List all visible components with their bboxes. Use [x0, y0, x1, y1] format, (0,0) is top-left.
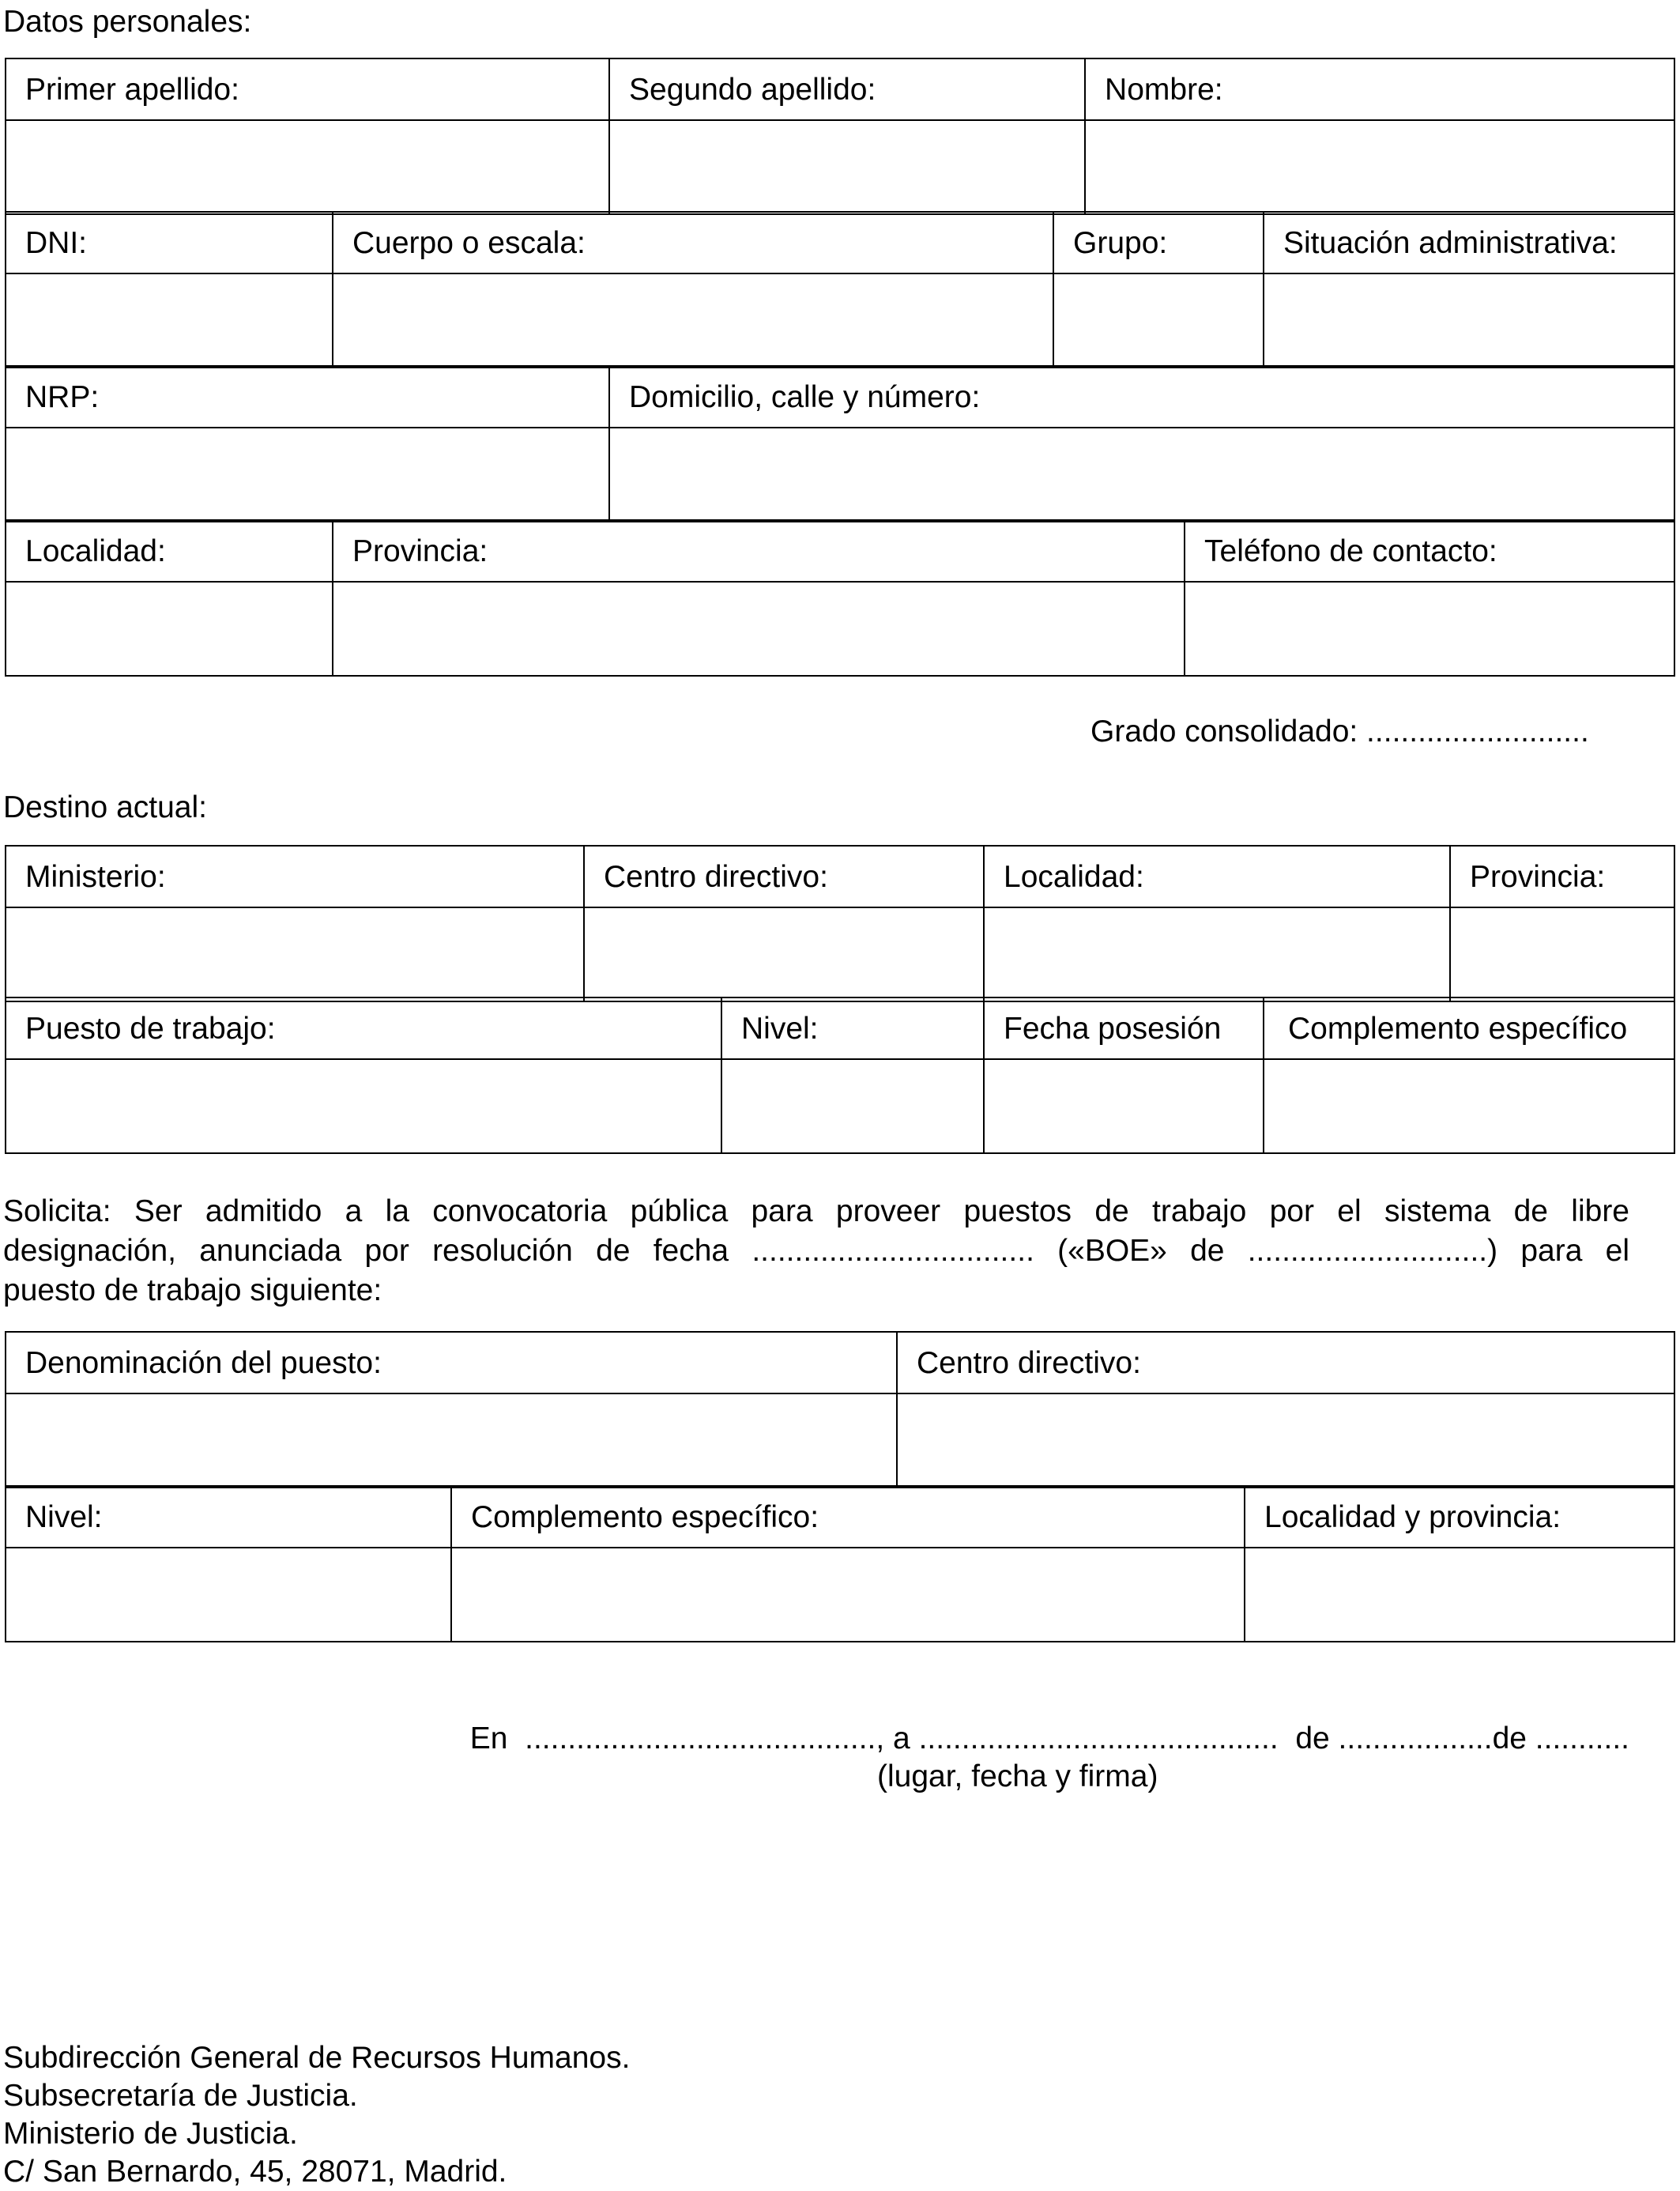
datos-personales-table-3: [5, 365, 1675, 522]
puesto-solicitado-table-2: [5, 1485, 1675, 1642]
destino-actual-table: [5, 845, 1675, 1002]
label-cuerpo-escala: Cuerpo o escala:: [333, 212, 1053, 273]
label-nivel-destino: Nivel:: [721, 997, 984, 1059]
datos-personales-table-4: [5, 519, 1675, 677]
label-centro-directivo: Centro directivo:: [584, 846, 984, 907]
datos-personales-table-2: [5, 211, 1675, 368]
field-localidad-provincia[interactable]: [1245, 1548, 1674, 1642]
destino-actual-table-2: [5, 997, 1675, 1154]
field-provincia[interactable]: [333, 582, 1185, 676]
field-dni[interactable]: [6, 273, 333, 368]
field-segundo-apellido[interactable]: [609, 120, 1085, 214]
field-localidad-destino[interactable]: [984, 907, 1450, 1001]
label-centro-directivo-puesto: Centro directivo:: [897, 1332, 1674, 1393]
label-provincia: Provincia:: [333, 520, 1185, 582]
field-nivel-destino[interactable]: [721, 1059, 984, 1153]
label-dni: DNI:: [6, 212, 333, 273]
label-complemento-especifico-destino: Complemento específico: [1264, 997, 1674, 1059]
label-fecha-posesion: Fecha posesión: [984, 997, 1264, 1059]
label-localidad-destino: Localidad:: [984, 846, 1450, 907]
label-grupo: Grupo:: [1053, 212, 1264, 273]
datos-personales-table: [5, 58, 1675, 215]
solicita-line-1: Solicita: Ser admitido a la convocatoria pública para proveer puestos de trabajo por el sistema de libre: [3, 1194, 1629, 1228]
field-ministerio[interactable]: [6, 907, 584, 1001]
label-domicilio: Domicilio, calle y número:: [609, 366, 1674, 428]
label-provincia-destino: Provincia:: [1450, 846, 1674, 907]
field-centro-directivo-puesto[interactable]: [897, 1393, 1674, 1488]
solicita-paragraph: [3, 1192, 1629, 1310]
solicita-line-3: puesto de trabajo siguiente:: [3, 1273, 382, 1307]
label-primer-apellido: Primer apellido:: [6, 58, 609, 120]
label-telefono: Teléfono de contacto:: [1185, 520, 1674, 582]
address-line-3: Ministerio de Justicia.: [3, 2117, 298, 2151]
field-localidad[interactable]: [6, 582, 333, 676]
label-complemento-especifico-puesto: Complemento específico:: [451, 1486, 1245, 1548]
field-provincia-destino[interactable]: [1450, 907, 1674, 1001]
field-domicilio[interactable]: [609, 428, 1674, 522]
field-cuerpo-escala[interactable]: [333, 273, 1053, 368]
section-heading-datos-personales: Datos personales:: [3, 5, 252, 39]
label-ministerio: Ministerio:: [6, 846, 584, 907]
label-segundo-apellido: Segundo apellido:: [609, 58, 1085, 120]
field-nombre[interactable]: [1085, 120, 1674, 214]
solicita-line-2: designación, anunciada por resolución de fecha ................................. («BOE» de ............................) para el: [3, 1234, 1629, 1268]
field-fecha-posesion[interactable]: [984, 1059, 1264, 1153]
field-primer-apellido[interactable]: [6, 120, 609, 214]
grado-consolidado: Grado consolidado: ..........................: [1090, 715, 1589, 749]
address-line-1: Subdirección General de Recursos Humanos.: [3, 2041, 631, 2075]
label-localidad-provincia: Localidad y provincia:: [1245, 1486, 1674, 1548]
field-situacion-administrativa[interactable]: [1264, 273, 1674, 368]
section-heading-destino-actual: Destino actual:: [3, 790, 207, 824]
field-complemento-especifico-destino[interactable]: [1264, 1059, 1674, 1153]
field-grupo[interactable]: [1053, 273, 1264, 368]
field-nivel-puesto[interactable]: [6, 1548, 451, 1642]
firma-line: En ........................................., a .......................................... de ..................de ...........: [469, 1722, 1629, 1755]
address-line-4: C/ San Bernardo, 45, 28071, Madrid.: [3, 2155, 507, 2189]
field-centro-directivo[interactable]: [584, 907, 984, 1001]
label-nombre: Nombre:: [1085, 58, 1674, 120]
field-telefono[interactable]: [1185, 582, 1674, 676]
address-line-2: Subsecretaría de Justicia.: [3, 2079, 358, 2113]
label-nrp: NRP:: [6, 366, 609, 428]
puesto-solicitado-table: [5, 1331, 1675, 1488]
label-localidad: Localidad:: [6, 520, 333, 582]
field-denominacion-puesto[interactable]: [6, 1393, 897, 1488]
label-nivel-puesto: Nivel:: [6, 1486, 451, 1548]
label-denominacion-puesto: Denominación del puesto:: [6, 1332, 897, 1393]
field-puesto-trabajo[interactable]: [6, 1059, 721, 1153]
field-nrp[interactable]: [6, 428, 609, 522]
firma-caption: (lugar, fecha y firma): [877, 1759, 1158, 1793]
label-puesto-trabajo: Puesto de trabajo:: [6, 997, 721, 1059]
field-complemento-especifico-puesto[interactable]: [451, 1548, 1245, 1642]
label-situacion-administrativa: Situación administrativa:: [1264, 212, 1674, 273]
